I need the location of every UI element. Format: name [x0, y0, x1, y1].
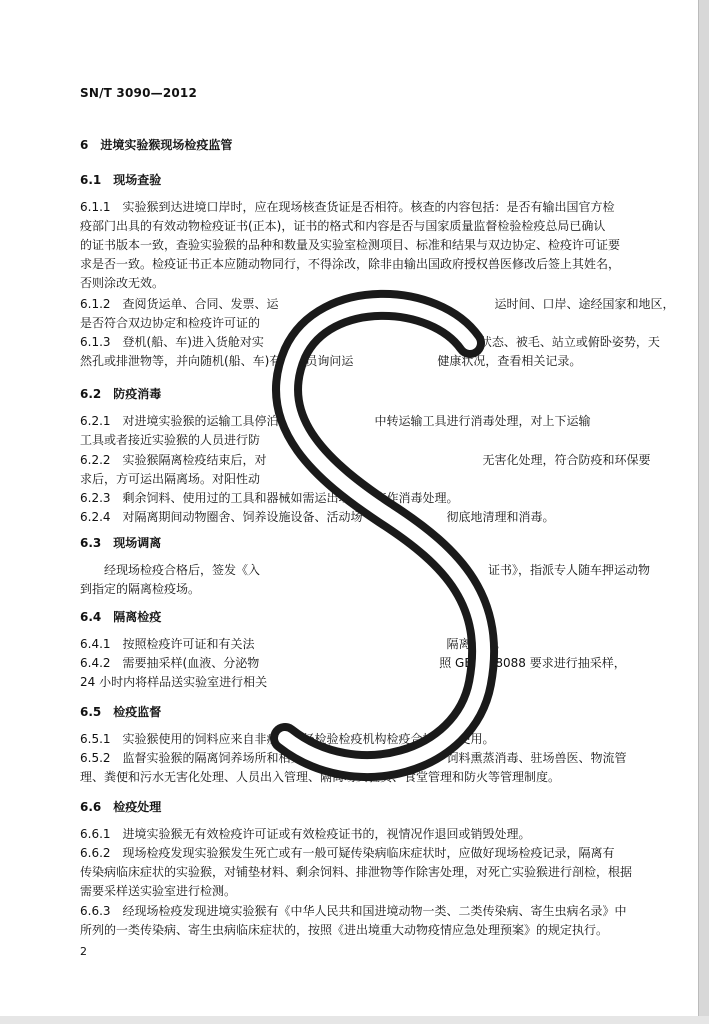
text-line: 6.1.3 登机(船、车)进入货舱对实 状态、被毛、站立或俯卧姿势，天 — [80, 335, 660, 349]
text-line: 经现场检疫合格后，签发《入 证书》，指派专人随车押运动物 — [104, 563, 651, 577]
text-line: 是否符合双边协定和检疫许可证的 — [80, 316, 261, 330]
subsection-heading: 6.1 现场查验 — [80, 173, 162, 187]
text-line: 6.2.2 实验猴隔离检疫结束后，对 无害化处理，符合防疫和环保要 — [80, 453, 651, 467]
text-line: 理、粪便和污水无害化处理、人员出入管理、隔离场实验员、食堂管理和防火等管理制度。 — [80, 770, 561, 784]
text-line: 6.2.4 对隔离期间动物圈舍、饲养设施设备、活动场 彻底地清理和消毒。 — [80, 510, 555, 524]
text-line: 6.4.1 按照检疫许可证和有关法 隔离检疫。 — [80, 637, 507, 651]
text-line: 到指定的隔离检疫场。 — [80, 582, 201, 596]
text-line: 求是否一致。检疫证书正本应随动物同行，不得涂改，除非由输出国政府授权兽医修改后签上其姓名， — [80, 257, 621, 271]
subsection-heading: 6.6 检疫处理 — [80, 800, 162, 814]
subsection-heading: 6.2 防疫消毒 — [80, 387, 162, 401]
subsection-heading: 6.3 现场调离 — [80, 536, 162, 550]
subsection-heading: 6.4 隔离检疫 — [80, 610, 162, 624]
text-line: 否则涂改无效。 — [80, 276, 165, 290]
page-bottom-band — [0, 1016, 709, 1024]
text-line: 6.1.2 查阅货运单、合同、发票、运 运时间、口岸、途经国家和地区， — [80, 297, 675, 311]
text-line: 6.6.3 经现场检疫发现进境实验猴有《中华人民共和国进境动物一类、二类传染病、寄生虫病名录》中 — [80, 904, 627, 918]
text-line: 6.4.2 需要抽采样(血液、分泌物 照 GB/T 18088 要求进行抽采样， — [80, 656, 626, 670]
text-line: 6.6.1 进境实验猴无有效检疫许可证或有效检疫证书的，视情况作退回或销毁处理。 — [80, 827, 531, 841]
standard-code-header: SN/T 3090—2012 — [80, 86, 198, 100]
text-line: 6.1.1 实验猴到达进境口岸时，应在现场核查货证是否相符。核查的内容包括：是否有输出国官方检 — [80, 200, 615, 214]
text-line: 工具或者接近实验猴的人员进行防 — [80, 433, 261, 447]
page-number: 2 — [80, 945, 87, 958]
text-line: 6.5.2 监督实验猴的隔离饲养场所和相关人员，落实有关防疫消毒、饲料熏蒸消毒、驻场兽医、物流管 — [80, 751, 627, 765]
text-line: 求后，方可运出隔离场。对阳性动 — [80, 472, 261, 486]
text-line: 6.5.1 实验猴使用的饲料应来自非疫区，经检验检疫机构检疫合格方可使用。 — [80, 732, 495, 746]
text-line: 需要采样送实验室进行检测。 — [80, 884, 237, 898]
text-line: 所列的一类传染病、寄生虫病临床症状的，按照《进出境重大动物疫情应急处理预案》的规定执行。 — [80, 923, 609, 937]
text-line: 的证书版本一致，查验实验猴的品种和数量及实验室检测项目、标准和结果与双边协定、检疫许可证要 — [80, 238, 621, 252]
subsection-heading: 6.5 检疫监督 — [80, 705, 162, 719]
page-edge-shadow — [699, 0, 709, 1024]
section-heading: 6 进境实验猴现场检疫监管 — [80, 138, 233, 152]
text-line: 传染病临床症状的实验猴，对铺垫材料、剩余饲料、排泄物等作除害处理，对死亡实验猴进行剖检，根据 — [80, 865, 633, 879]
text-line: 疫部门出具的有效动物检疫证书(正本)，证书的格式和内容是否与国家质量监督检验检疫总局已确认 — [80, 219, 606, 233]
text-line: 24 小时内将样品送实验室进行相关 — [80, 675, 268, 689]
text-line: 然孔或排泄物等，并向随机(船、车)有关人员询问运 健康状况，查看相关记录。 — [80, 354, 582, 368]
text-line: 6.2.1 对进境实验猴的运输工具停泊 中转运输工具进行消毒处理，对上下运输 — [80, 414, 591, 428]
text-line: 6.6.2 现场检疫发现实验猴发生死亡或有一般可疑传染病临床症状时，应做好现场检疫记录，隔离有 — [80, 846, 615, 860]
text-line: 6.2.3 剩余饲料、使用过的工具和器械如需运出场外，应作消毒处理。 — [80, 491, 459, 505]
